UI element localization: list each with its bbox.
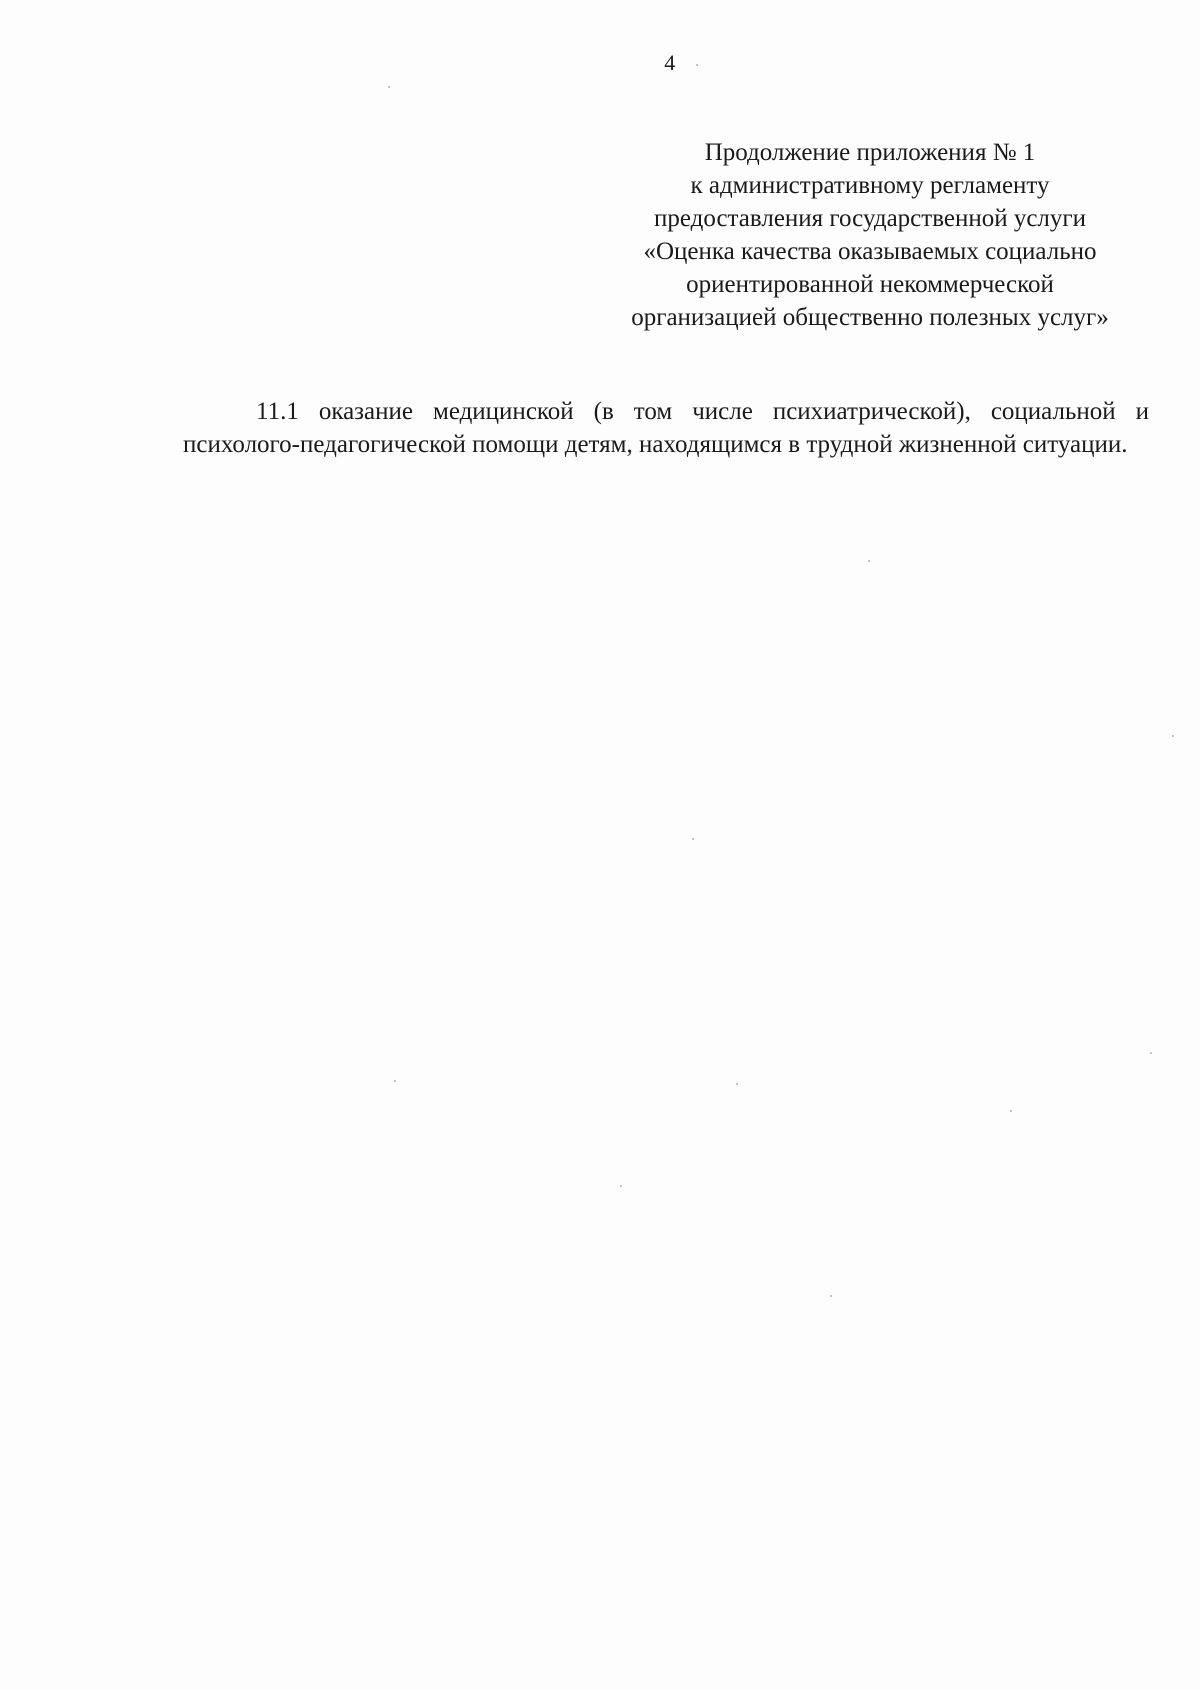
scan-speck (1150, 1052, 1152, 1054)
page-number: 4 (664, 50, 676, 75)
scan-speck (830, 1295, 832, 1297)
appendix-header-line: Продолжение приложения № 1 (704, 139, 1036, 166)
scan-speck (1172, 735, 1174, 737)
appendix-header-line: к административному регламенту (690, 172, 1050, 199)
scan-speck (696, 64, 698, 66)
scan-speck (1010, 1110, 1012, 1112)
appendix-header-line: организацией общественно полезных услуг» (631, 304, 1109, 331)
scan-speck (388, 86, 390, 88)
appendix-header (590, 136, 1150, 334)
scan-speck (692, 838, 694, 840)
body-paragraph: 11.1 оказание медицинской (в том числе психиатрической), социальной и психолого-педагогической помощи детям, находящимся в трудной жизненной ситуации. (183, 398, 1149, 458)
appendix-header-line: ориентированной некоммерческой (686, 271, 1054, 298)
appendix-header-line: «Оценка качества оказываемых социально (643, 238, 1097, 265)
scan-speck (868, 560, 870, 562)
scan-speck (394, 1080, 396, 1082)
appendix-header-line: предоставления государственной услуги (653, 205, 1087, 232)
scan-speck (736, 1083, 738, 1085)
scan-speck (620, 1185, 622, 1187)
